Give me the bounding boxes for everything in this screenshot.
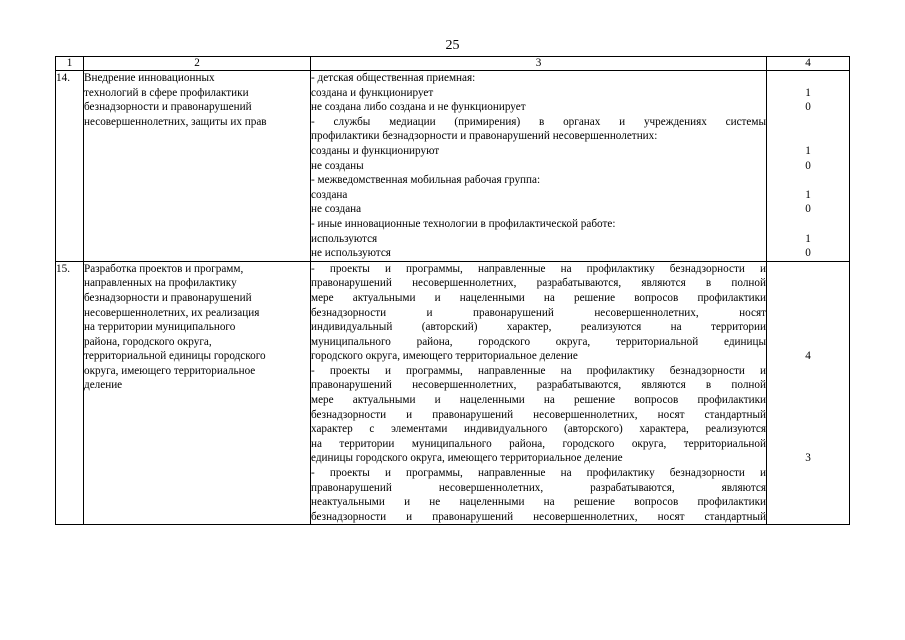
indicator-description-cell	[311, 261, 767, 525]
criterion-line: на территории муниципального	[84, 321, 236, 334]
score-value: 0	[805, 159, 811, 172]
score-value	[767, 335, 849, 350]
score-value	[767, 437, 849, 452]
criterion-line: Внедрение инновационных	[84, 72, 215, 84]
score-value	[767, 306, 849, 321]
description-line: созданы и функционируют	[311, 144, 440, 157]
description-line: - проекты и программы, направленные на профилактику безнадзорности и	[311, 467, 766, 480]
score-value	[767, 378, 849, 393]
score-value	[767, 510, 849, 525]
description-line: правонарушений несовершеннолетних, разрабатываются, являются	[311, 481, 766, 494]
criterion-line: безнадзорности и правонарушений	[84, 291, 252, 304]
criterion-cell	[84, 261, 311, 525]
description-line: на территории муниципального района, городского округа, территориальной	[311, 437, 766, 450]
score-cell	[767, 261, 850, 525]
description-line: - детская общественная приемная:	[311, 72, 476, 84]
score-value	[767, 115, 849, 130]
description-line: правонарушений несовершеннолетних, разрабатываются, являются в полной	[311, 379, 766, 392]
score-value: 0	[805, 203, 811, 216]
criterion-line: несовершеннолетних, их реализация	[84, 306, 260, 319]
criterion-line: района, городского округа,	[84, 335, 212, 348]
score-cell	[767, 71, 850, 262]
description-line: характер с элементами индивидуального (авторского) характера, реализуются	[311, 423, 766, 436]
criterion-line: технологий в сфере профилактики	[84, 86, 249, 99]
table-row	[56, 261, 850, 525]
score-value	[767, 217, 849, 232]
description-line: правонарушений несовершеннолетних, разрабатываются, являются в полной	[311, 277, 766, 290]
column-header: 1	[56, 57, 84, 71]
description-line: создана	[311, 188, 348, 201]
score-value: 3	[805, 452, 811, 465]
score-value	[767, 129, 849, 144]
description-line: неактуальными и не нацеленными на решение вопросов профилактики	[311, 496, 766, 509]
row-number: 15.	[56, 261, 84, 525]
description-line: используются	[311, 232, 378, 245]
row-number: 14.	[56, 71, 84, 262]
score-value	[767, 422, 849, 437]
score-value: 1	[805, 188, 811, 201]
score-value	[767, 466, 849, 481]
description-line: мере актуальными и нацеленными на решение вопросов профилактики	[311, 394, 766, 407]
description-line: городского округа, имеющего территориальное деление	[311, 350, 578, 363]
description-line: безнадзорности и правонарушений несовершеннолетних, носят стандартный	[311, 408, 766, 421]
score-value: 0	[805, 247, 811, 260]
score-value	[767, 364, 849, 379]
score-value	[767, 393, 849, 408]
description-line: - проекты и программы, направленные на профилактику безнадзорности и	[311, 262, 766, 275]
description-line: не используются	[311, 247, 391, 260]
column-header: 3	[311, 57, 767, 71]
description-line: - межведомственная мобильная рабочая группа:	[311, 174, 541, 187]
description-line: муниципального района, городского округа, территориальной единицы	[311, 335, 766, 348]
score-value	[767, 320, 849, 335]
criterion-line: направленных на профилактику	[84, 277, 237, 290]
description-line: не создана либо создана и не функционирует	[311, 101, 526, 114]
score-value	[767, 173, 849, 188]
description-line: индивидуальный (авторский) характер, реализуются на территории	[311, 321, 766, 334]
indicator-description-cell	[311, 71, 767, 262]
page-number: 25	[445, 38, 460, 53]
table-header-row	[56, 57, 850, 71]
score-value	[767, 481, 849, 496]
criterion-line: Разработка проектов и программ,	[84, 262, 244, 275]
score-value	[767, 408, 849, 423]
description-line: мере актуальными и нацеленными на решение вопросов профилактики	[311, 291, 766, 304]
description-line: - службы медиации (примирения) в органах и учреждениях системы	[311, 115, 766, 128]
criterion-line: округа, имеющего территориальное	[84, 364, 256, 377]
score-value: 1	[805, 144, 811, 157]
description-line: - иные инновационные технологии в профилактической работе:	[311, 217, 616, 230]
score-value: 1	[805, 86, 811, 99]
criteria-table	[55, 56, 850, 525]
description-line: - проекты и программы, направленные на профилактику безнадзорности и	[311, 364, 766, 377]
score-value: 4	[805, 350, 811, 363]
description-line: профилактики безнадзорности и правонарушений несовершеннолетних:	[311, 130, 658, 143]
score-value	[767, 276, 849, 291]
score-value	[767, 291, 849, 306]
criterion-line: деление	[84, 379, 123, 392]
description-line: создана и функционирует	[311, 86, 434, 99]
description-line: единицы городского округа, имеющего территориальное деление	[311, 452, 623, 465]
description-line: не созданы	[311, 159, 364, 172]
criterion-line: безнадзорности и правонарушений	[84, 101, 252, 114]
criterion-line: несовершеннолетних, защиты их прав	[84, 115, 267, 128]
table-row	[56, 71, 850, 262]
column-header: 4	[767, 57, 850, 71]
description-line: безнадзорности и правонарушений несовершеннолетних, носят стандартный	[311, 510, 766, 523]
score-value	[767, 495, 849, 510]
score-value	[767, 262, 849, 277]
score-value: 1	[805, 232, 811, 245]
score-value	[767, 71, 849, 86]
column-header: 2	[84, 57, 311, 71]
score-value: 0	[805, 101, 811, 114]
criterion-line: территориальной единицы городского	[84, 350, 266, 363]
description-line: безнадзорности и правонарушений несовершеннолетних, носят	[311, 306, 766, 319]
description-line: не создана	[311, 203, 362, 216]
criterion-cell	[84, 71, 311, 262]
